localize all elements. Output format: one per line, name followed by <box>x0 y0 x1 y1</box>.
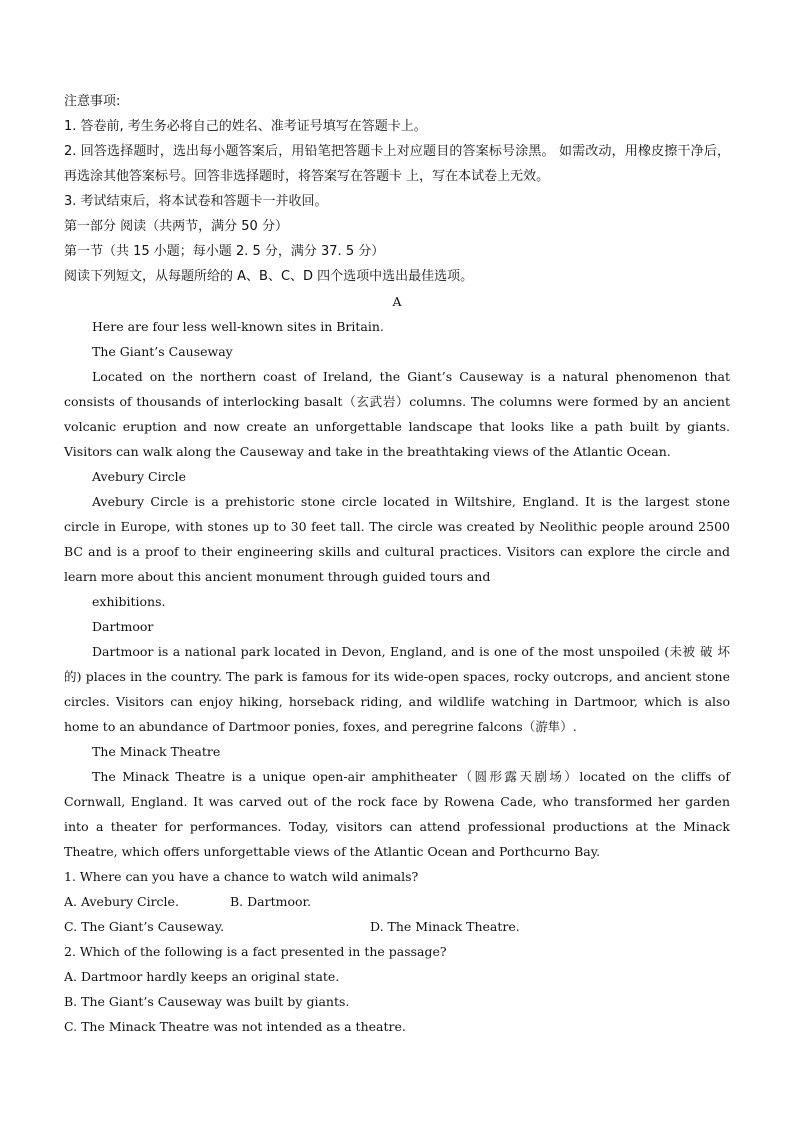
passage-intro: Here are four less well-known sites in Britain. <box>92 319 384 334</box>
site-text-giants-causeway: Located on the northern coast of Ireland, the Giant’s Causeway is a natural phenomenon that consists of thousands of interlocking basalt（玄武岩）columns. The columns were formed by an ancient volcanic eruption and now create an unforgettable landscape that looks like a path built by giants. Visitors can walk along the Causeway and take in the breathtaking views of the Atlantic Ocean. <box>64 369 730 459</box>
part-title: 第一部分 阅读（共两节，满分 50 分） <box>64 219 288 234</box>
site-title-giants-causeway: The Giant’s Causeway <box>92 344 233 359</box>
passage-label: A <box>392 294 402 309</box>
question-1 <box>64 864 730 939</box>
option-c: C. The Minack Theatre was not intended as a theatre. <box>64 1019 406 1034</box>
notes-heading: 注意事项: <box>64 94 121 109</box>
option-a: A. Avebury Circle. <box>64 894 179 909</box>
note-item-1: 1. 答卷前, 考生务必将自己的姓名、准考证号填写在答题卡上。 <box>64 119 427 134</box>
note-item-3: 3. 考试结束后，将本试卷和答题卡一并收回。 <box>64 194 328 209</box>
option-c: C. The Giant’s Causeway. <box>64 919 225 934</box>
question-stem: 2. Which of the following is a fact presented in the passage? <box>64 944 447 959</box>
questions <box>64 864 730 1039</box>
note-item-2: 2. 回答选择题时，选出每小题答案后，用铅笔把答题卡上对应题目的答案标号涂黑。 如需改动，用橡皮擦干净后，再选涂其他答案标号。回答非选择题时，将答案写在答题卡 上，写在本试卷上无效。 <box>64 144 730 184</box>
site-text-avebury-tail: exhibitions. <box>92 594 166 609</box>
site-title-dartmoor: Dartmoor <box>92 619 154 634</box>
option-b: B. Dartmoor. <box>230 894 312 909</box>
option-a: A. Dartmoor hardly keeps an original state. <box>64 969 340 984</box>
notes-section <box>64 89 730 214</box>
site-title-avebury-circle: Avebury Circle <box>92 469 186 484</box>
section-header <box>64 214 730 289</box>
site-text-dartmoor: Dartmoor is a national park located in Devon, England, and is one of the most unspoiled (未被 破 坏 的) places in the country. The park is famous for its wide-open spaces, rocky outcrops, and ancient stone circles. Visitors can enjoy hiking, horseback riding, and wildlife watching in Dartmoor, which is also home to an abundance of Dartmoor ponies, foxes, and peregrine falcons（游隼）. <box>64 644 730 734</box>
section-instruction: 阅读下列短文，从每题所给的 A、B、C、D 四个选项中选出最佳选项。 <box>64 269 474 284</box>
site-text-avebury-circle: Avebury Circle is a prehistoric stone circle located in Wiltshire, England. It is the largest stone circle in Europe, with stones up to 30 feet tall. The circle was created by Neolithic people around 2500 BC and is a proof to their engineering skills and cultural practices. Visitors can explore the circle and learn more about this ancient monument through guided tours and <box>64 494 730 584</box>
option-b: B. The Giant’s Causeway was built by giants. <box>64 994 350 1009</box>
section-title: 第一节（共 15 小题；每小题 2. 5 分，满分 37. 5 分） <box>64 244 385 259</box>
site-text-minack-theatre: The Minack Theatre is a unique open-air amphitheater（圆形露天剧场）located on the cliffs of Cornwall, England. It was carved out of the rock face by Rowena Cade, who transformed her garden into a theater for performances. Today, visitors can attend professional productions at the Minack Theatre, which offers unforgettable views of the Atlantic Ocean and Porthcurno Bay. <box>64 769 730 859</box>
option-d: D. The Minack Theatre. <box>370 919 520 934</box>
question-stem: 1. Where can you have a chance to watch wild animals? <box>64 869 419 884</box>
question-2 <box>64 939 730 1039</box>
site-title-minack-theatre: The Minack Theatre <box>92 744 221 759</box>
passage <box>64 289 730 864</box>
